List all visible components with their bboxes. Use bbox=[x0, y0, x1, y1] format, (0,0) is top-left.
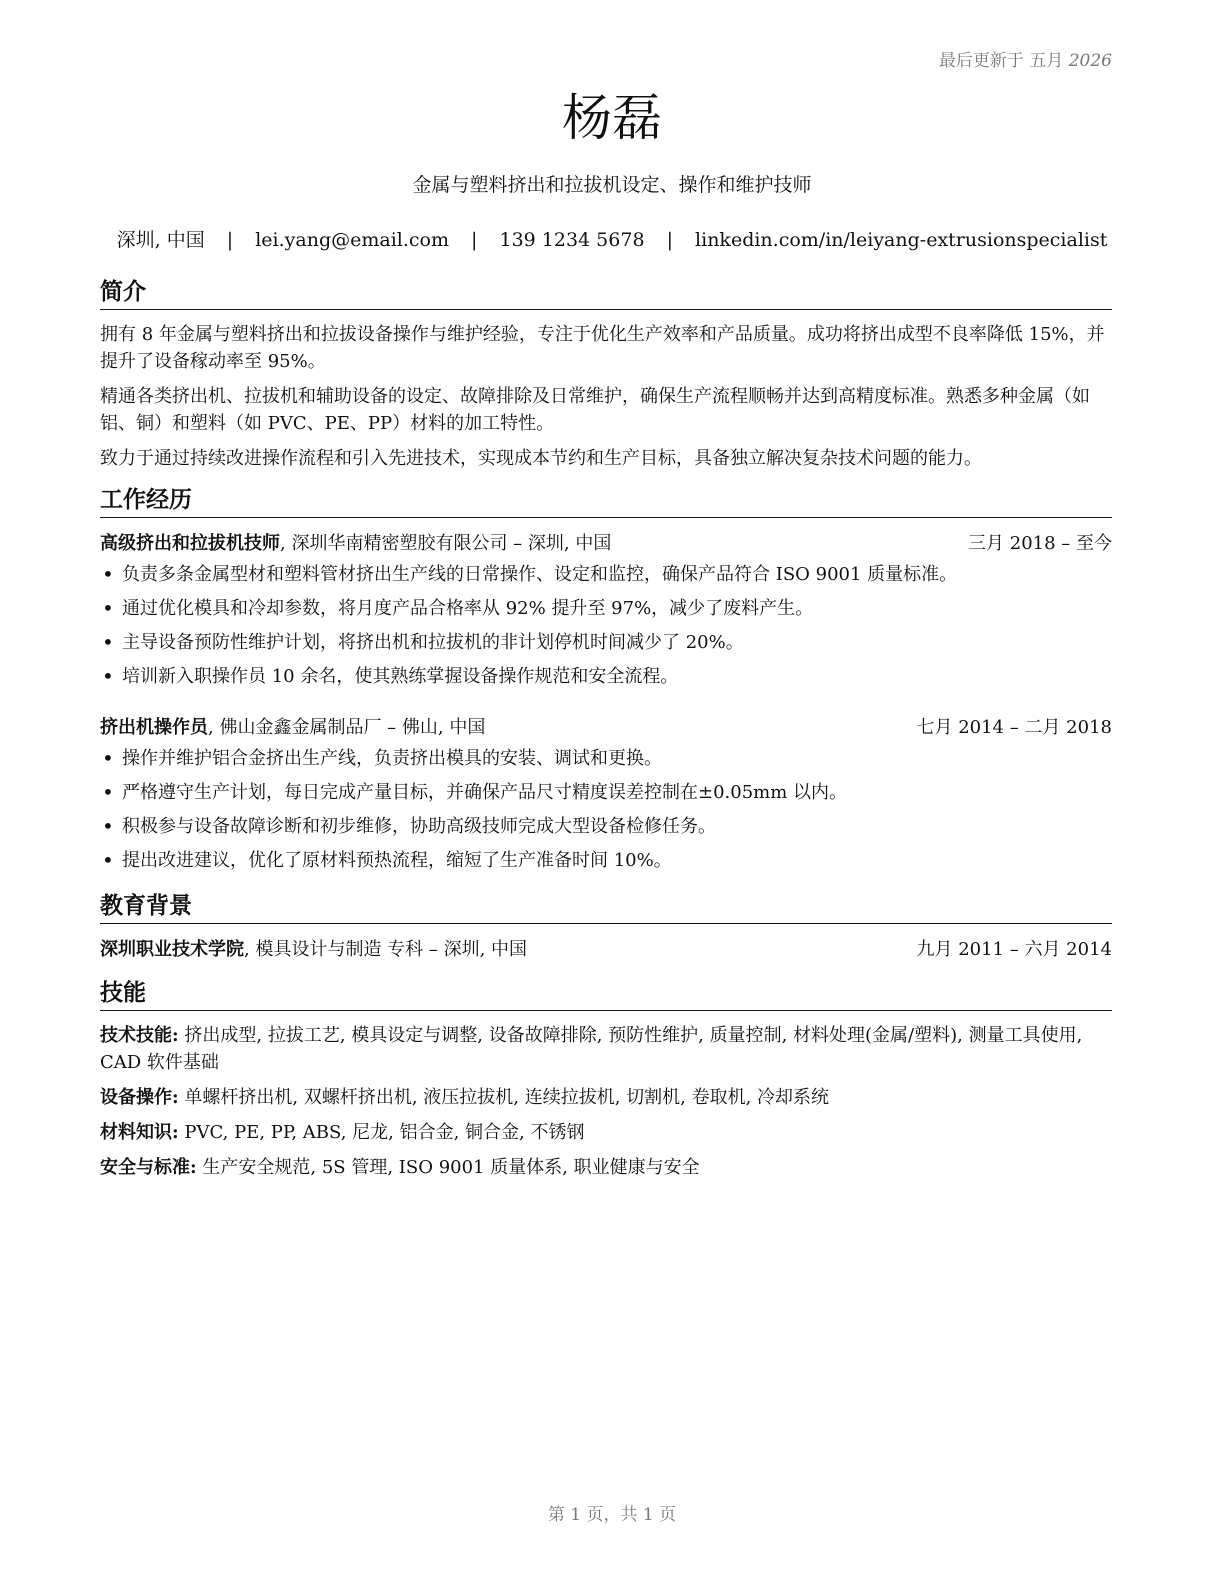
last-updated-year: 2026 bbox=[1068, 51, 1112, 71]
skill-label: 材料知识: bbox=[100, 1122, 179, 1143]
job-bullets bbox=[100, 561, 1112, 690]
contact-separator: | bbox=[666, 229, 673, 251]
job-header bbox=[100, 530, 1112, 557]
section-title-experience: 工作经历 bbox=[100, 486, 1112, 518]
skill-label: 设备操作: bbox=[100, 1087, 179, 1108]
contact-line bbox=[0, 225, 1224, 252]
job-role: 挤出机操作员 bbox=[100, 717, 208, 738]
job-company: , 深圳华南精密塑胶有限公司 – 深圳, 中国 bbox=[280, 533, 612, 554]
section-title-skills: 技能 bbox=[100, 979, 1112, 1011]
contact-email[interactable]: lei.yang@email.com bbox=[255, 229, 449, 251]
education-detail: , 模具设计与制造 专科 – 深圳, 中国 bbox=[244, 939, 528, 960]
education-header bbox=[100, 936, 1112, 963]
job-dates: 七月 2014 – 二月 2018 bbox=[916, 717, 1112, 738]
skill-row bbox=[100, 1154, 1112, 1181]
job-entry bbox=[100, 714, 1112, 881]
education-dates: 九月 2011 – 六月 2014 bbox=[916, 939, 1112, 960]
summary-paragraph: 精通各类挤出机、拉拔机和辅助设备的设定、故障排除及日常维护，确保生产流程顺畅并达到高精度标准。熟悉多种金属（如铝、铜）和塑料（如 PVC、PE、PP）材料的加工特性。 bbox=[100, 386, 1090, 434]
job-bullet: • 提出改进建议，优化了原材料预热流程，缩短了生产准备时间 10%。 bbox=[100, 847, 1112, 874]
job-bullet: • 主导设备预防性维护计划，将挤出机和拉拔机的非计划停机时间减少了 20%。 bbox=[100, 629, 1112, 656]
job-bullet: • 严格遵守生产计划，每日完成产量目标，并确保产品尺寸精度误差控制在±0.05mm 以内。 bbox=[100, 779, 1112, 806]
section-title-summary: 简介 bbox=[100, 278, 1112, 310]
candidate-headline: 金属与塑料挤出和拉拔机设定、操作和维护技师 bbox=[412, 174, 812, 196]
skill-value: 单螺杆挤出机, 双螺杆挤出机, 液压拉拔机, 连续拉拔机, 切割机, 卷取机, 冷却系统 bbox=[178, 1087, 830, 1108]
contact-phone: 139 1234 5678 bbox=[499, 229, 645, 251]
skill-label: 技术技能: bbox=[100, 1025, 179, 1046]
contact-separator: | bbox=[226, 229, 234, 251]
summary-section bbox=[100, 321, 1112, 480]
job-bullet: • 通过优化模具和冷却参数，将月度产品合格率从 92% 提升至 97%，减少了废料产生。 bbox=[100, 595, 1112, 622]
page-footer: 第 1 页，共 1 页 bbox=[547, 1505, 677, 1525]
skill-row bbox=[100, 1084, 1112, 1111]
job-bullet: • 负责多条金属型材和塑料管材挤出生产线的日常操作、设定和监控，确保产品符合 ISO 9001 质量标准。 bbox=[100, 561, 1112, 588]
last-updated-label: 最后更新于 五月 bbox=[938, 51, 1064, 71]
job-bullet: • 培训新入职操作员 10 余名，使其熟练掌握设备操作规范和安全流程。 bbox=[100, 663, 1112, 690]
job-company: , 佛山金鑫金属制品厂 – 佛山, 中国 bbox=[208, 717, 486, 738]
contact-linkedin[interactable]: linkedin.com/in/leiyang-extrusionspecialist bbox=[695, 229, 1108, 251]
contact-separator: | bbox=[471, 229, 478, 251]
education-school: 深圳职业技术学院 bbox=[100, 939, 244, 960]
contact-location: 深圳, 中国 bbox=[116, 229, 205, 251]
last-updated bbox=[939, 46, 1112, 71]
skill-label: 安全与标准: bbox=[100, 1157, 197, 1178]
job-role: 高级挤出和拉拔机技师 bbox=[100, 533, 280, 554]
skill-row bbox=[100, 1022, 1112, 1076]
job-bullet: • 操作并维护铝合金挤出生产线，负责挤出模具的安装、调试和更换。 bbox=[100, 745, 1112, 772]
skills-section bbox=[100, 1022, 1112, 1189]
skill-value: 挤出成型, 拉拔工艺, 模具设定与调整, 设备故障排除, 预防性维护, 质量控制, 材料处理(金属/塑料), 测量工具使用, CAD 软件基础 bbox=[100, 1025, 1083, 1073]
job-entry bbox=[100, 530, 1112, 697]
summary-paragraph: 拥有 8 年金属与塑料挤出和拉拔设备操作与维护经验，专注于优化生产效率和产品质量。成功将挤出成型不良率降低 15%，并提升了设备稼动率至 95%。 bbox=[100, 324, 1105, 372]
job-bullet: • 积极参与设备故障诊断和初步维修，协助高级技师完成大型设备检修任务。 bbox=[100, 813, 1112, 840]
summary-paragraph: 致力于通过持续改进操作流程和引入先进技术，实现成本节约和生产目标，具备独立解决复杂技术问题的能力。 bbox=[100, 448, 982, 469]
job-dates: 三月 2018 – 至今 bbox=[968, 533, 1112, 554]
skill-value: 生产安全规范, 5S 管理, ISO 9001 质量体系, 职业健康与安全 bbox=[196, 1157, 700, 1178]
skill-value: PVC, PE, PP, ABS, 尼龙, 铝合金, 铜合金, 不锈钢 bbox=[178, 1122, 585, 1143]
skill-row bbox=[100, 1119, 1112, 1146]
section-title-education: 教育背景 bbox=[100, 892, 1112, 924]
job-bullets bbox=[100, 745, 1112, 874]
job-header bbox=[100, 714, 1112, 741]
candidate-name: 杨磊 bbox=[562, 89, 662, 147]
education-entry bbox=[100, 936, 1112, 963]
